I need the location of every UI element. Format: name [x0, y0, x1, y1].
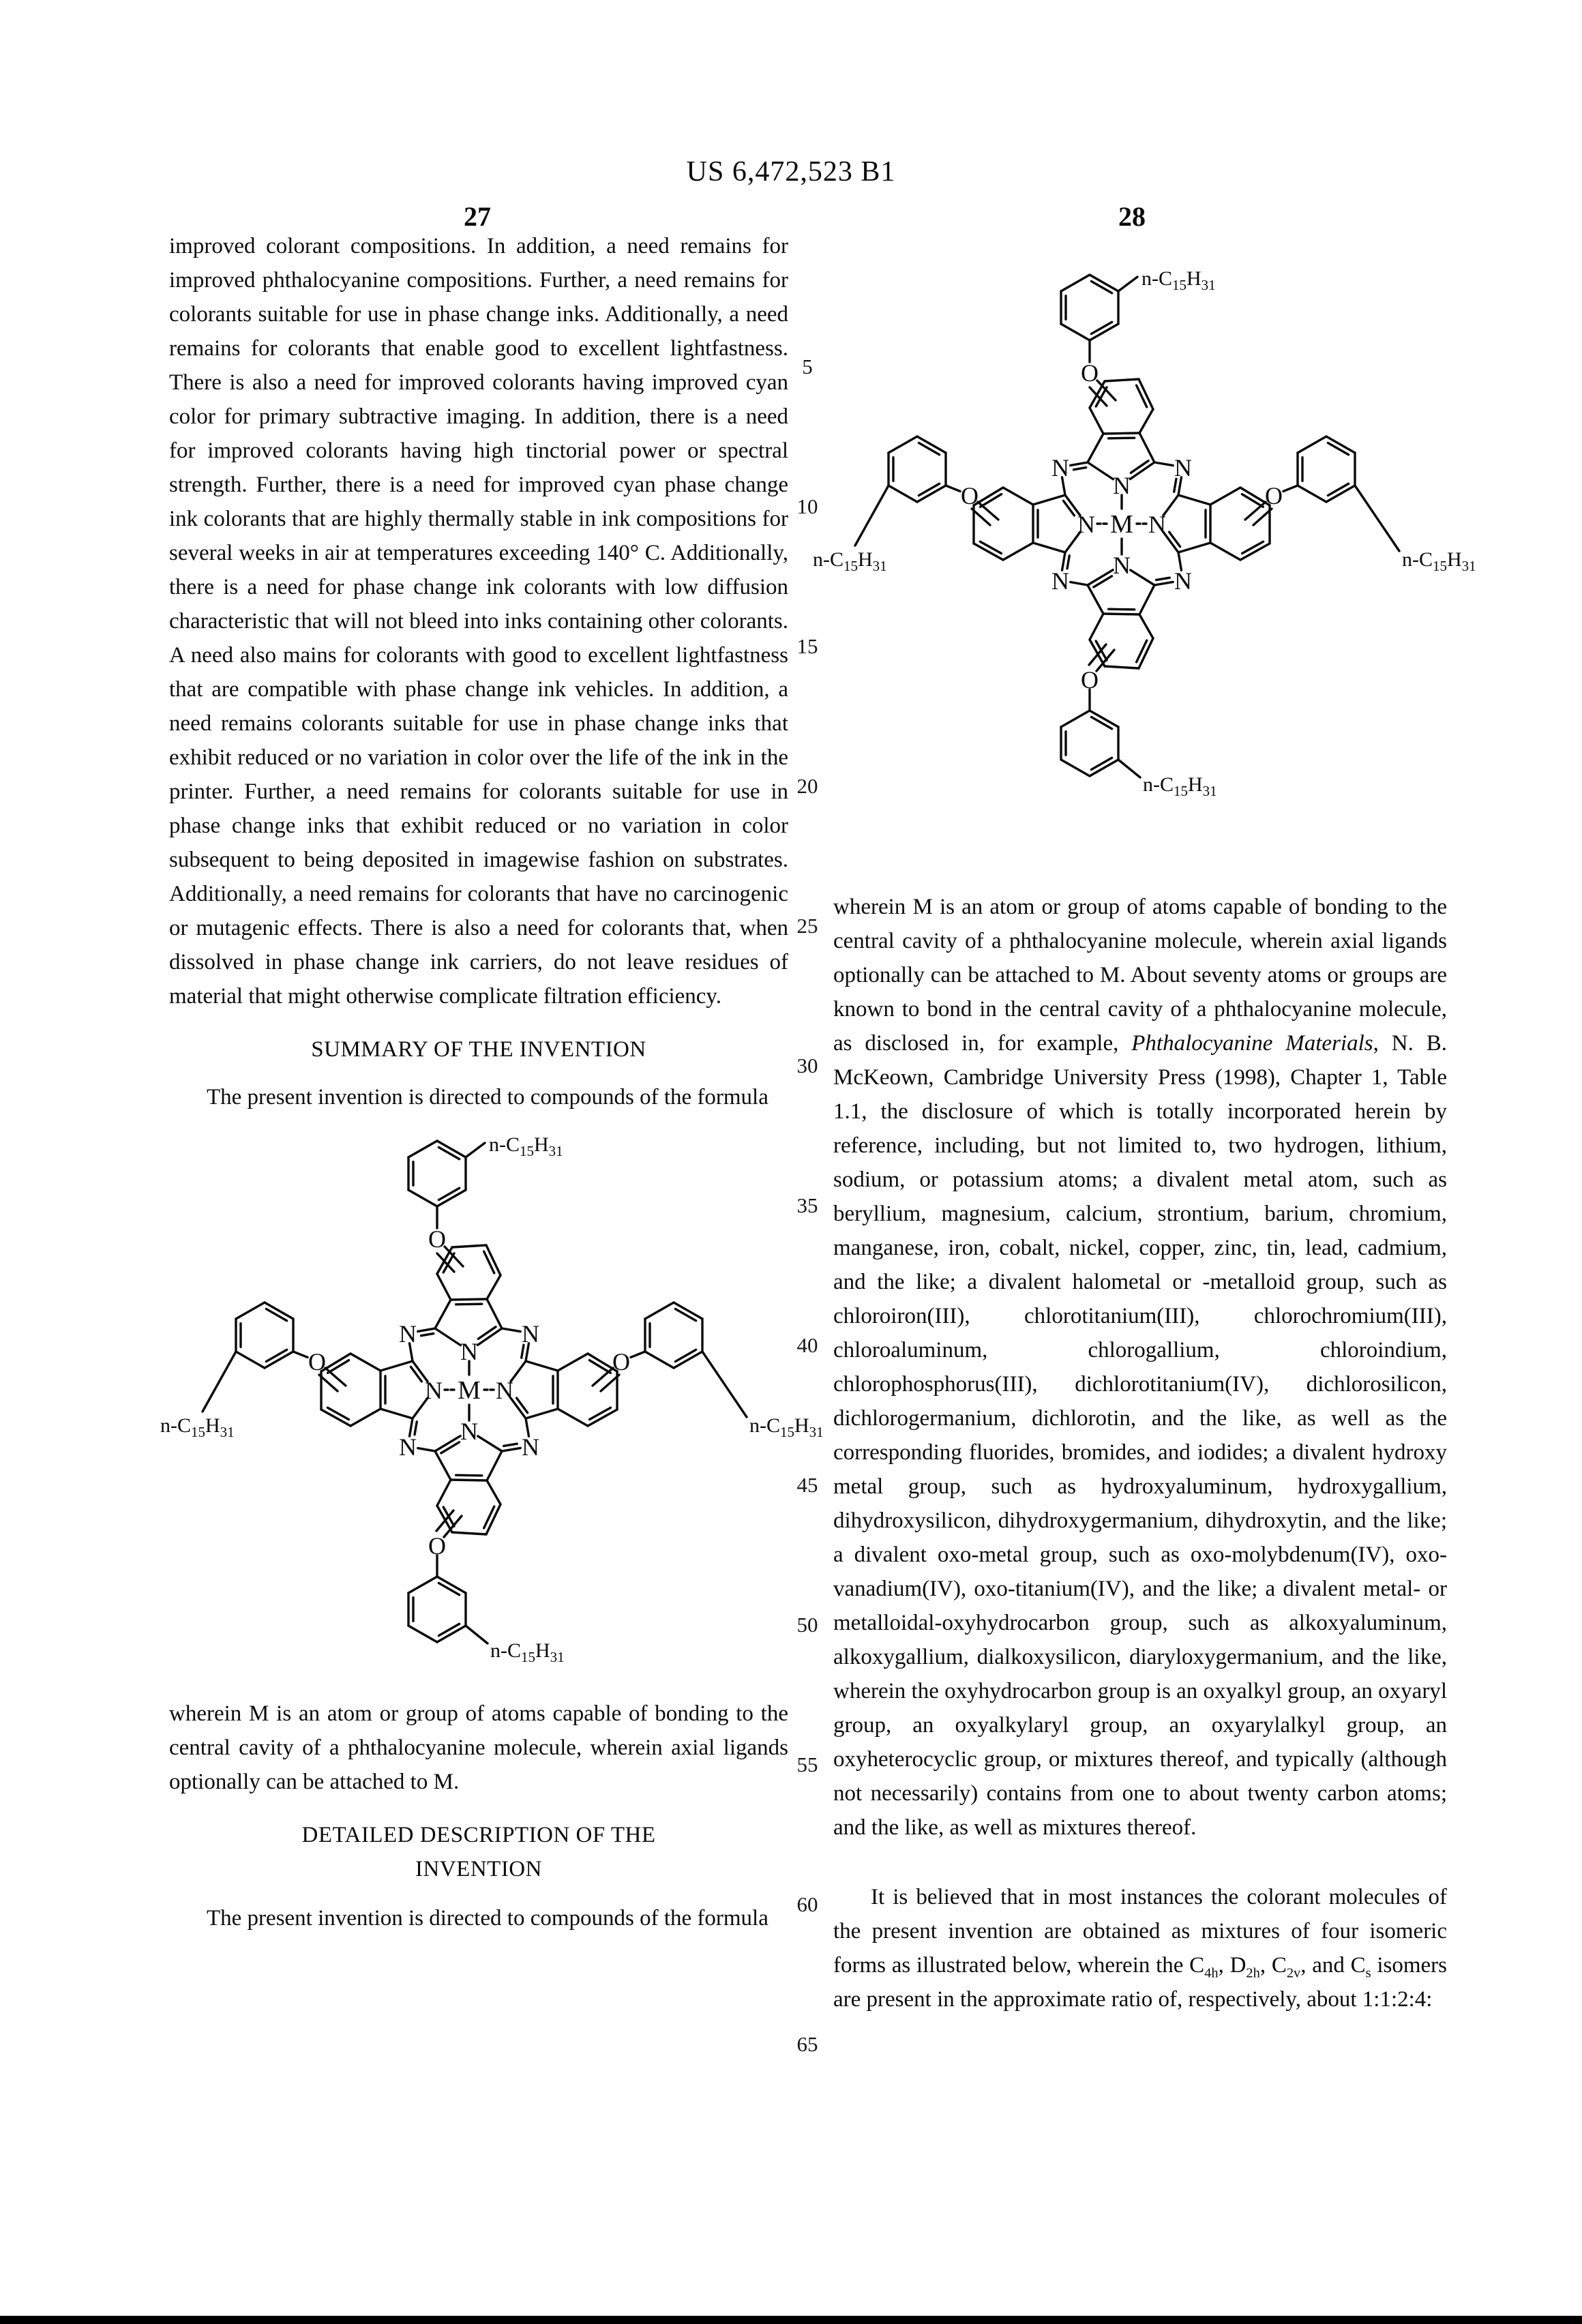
alkyl-chain-label: $n-C_{15}H_{31}$ [749, 1414, 824, 1440]
atom-label-oxygen: O [612, 1348, 630, 1375]
alkyl-chain-label: $n-C_{15}H_{31}$ [1141, 267, 1216, 293]
atom-label-nitrogen: N [425, 1377, 443, 1404]
atom-label-oxygen: O [428, 1225, 446, 1253]
atom-label-nitrogen: N [399, 1320, 417, 1347]
atom-label-nitrogen: N [460, 1418, 478, 1445]
line-number: 50 [796, 1613, 818, 1637]
text-segment: 4h [1204, 1965, 1219, 1981]
right-column [813, 258, 1476, 2016]
text-segment: wherein M is an atom or group of atoms capable of bonding to the central cavity of a phthalocyanine molecule, wherein axial ligands optionally can be attached to M. About seventy atoms or groups are known to bond in the central cavity of a phthalocyanine molecule, as disclosed in, for example, [833, 895, 1447, 1056]
text-segment: 2h [1246, 1965, 1260, 1981]
atom-label-nitrogen: N [1148, 511, 1166, 538]
text-segment: It is believed that in most instances the colorant molecules of the present invention are obtained as mixtures of four isomeric forms as illustrated below, wherein the C [833, 1885, 1447, 1978]
atom-label-metal: M [1110, 510, 1133, 539]
atom-label-oxygen: O [428, 1532, 446, 1560]
alkyl-chain-label: $n-C_{15}H_{31}$ [490, 1639, 565, 1665]
atom-label-oxygen: O [1265, 482, 1283, 509]
atom-label-nitrogen: N [1113, 472, 1131, 499]
phthalocyanine-structure [159, 1124, 854, 1676]
text-segment: 2v [1286, 1965, 1301, 1981]
line-number: 65 [796, 2032, 818, 2056]
atom-label-nitrogen: N [460, 1338, 478, 1365]
alkyl-chain-label: $n-C_{15}H_{31}$ [1402, 548, 1476, 574]
line-number: 20 [796, 774, 818, 798]
alkyl-chain-label: $n-C_{15}H_{31}$ [813, 548, 887, 574]
column-number-left: 27 [464, 201, 491, 232]
atom-label-nitrogen: N [1051, 567, 1069, 595]
line-number: 40 [796, 1333, 818, 1357]
atom-label-oxygen: O [961, 482, 979, 509]
atom-label-metal: M [458, 1376, 481, 1405]
atom-label-nitrogen: N [522, 1320, 539, 1347]
text-segment: , and C [1300, 1953, 1366, 1978]
text-segment: Phthalocyanine Materials [1131, 1031, 1373, 1056]
column-number-right: 28 [1118, 201, 1146, 232]
text-segment: s [1365, 1965, 1371, 1981]
atom-label-oxygen: O [1081, 666, 1099, 694]
text-segment: , C [1259, 1953, 1287, 1978]
paragraph: improved colorant compositions. In addition, a need remains for improved phthalocyanine compositions. Further, a need remains for colorants suitable for use in phase change inks. Additionally, a need remains for colorants that enable good to excellent lightfastness. There is also a need for improved colorants having improved cyan color for primary subtractive imaging. In addition, there is a need for improved colorants having high tinctorial power or spectral strength. Further, there is a need for improved cyan phase change ink colorants that are highly thermally stable in ink compositions for several weeks in air at temperatures exceeding 140° C. Additionally, there is a need for phase change ink colorants with low diffusion characteristic that will not bleed into inks containing other colorants. A need also mains for colorants with good to excellent lightfastness that are compatible with phase change ink vehicles. In addition, a need remains colorants suitable for use in phase change inks that exhibit reduced or no variation in color over the life of the ink in the printer. Further, a need remains for colorants suitable for use in phase change inks that exhibit reduced or no variation in color subsequent to being deposited in imagewise fashion on substrates. Additionally, a need remains for colorants that have no carcinogenic or mutagenic effects. There is also a need for colorants that, when dissolved in phase change ink carriers, do not leave residues of material that might otherwise complicate filtration efficiency. [169, 234, 788, 1009]
atom-label-nitrogen: N [496, 1377, 513, 1404]
atom-label-nitrogen: N [1051, 454, 1069, 481]
atom-label-oxygen: O [1081, 359, 1099, 387]
patent-number: US 6,472,523 B1 [686, 156, 896, 188]
line-number: 25 [796, 914, 818, 938]
alkyl-chain-label: $n-C_{15}H_{31}$ [1143, 773, 1217, 799]
text-segment: , D [1218, 1953, 1247, 1978]
section-heading-detailed-description: DETAILED DESCRIPTION OF THE INVENTION [301, 1823, 656, 1881]
line-number: 10 [796, 494, 818, 518]
paragraph: The present invention is directed to compounds of the formula [207, 1085, 768, 1109]
paragraph [833, 1880, 1447, 2016]
line-number: 15 [796, 634, 818, 658]
line-number: 35 [796, 1193, 818, 1217]
phthalocyanine-structure [811, 258, 1507, 810]
atom-label-nitrogen: N [1077, 511, 1095, 538]
atom-label-nitrogen: N [399, 1433, 417, 1461]
text-segment: , N. B. McKeown, Cambridge University Press (1998), Chapter 1, Table 1.1, the disclosure of which is totally incorporated herein by reference, including, but not limited to, two hydrogen, lithium, sodium, or potassium atoms; a divalent metal atom, such as beryllium, magnesium, calcium, strontium, barium, chromium, manganese, iron, cobalt, nickel, copper, zinc, tin, lead, cadmium, and the like; a divalent halometal or -metalloid group, such as chloroiron(III), chlorotitanium(III), chlorochromium(III), chloroaluminum, chlorogallium, chloroindium, chlorophosphorus(III), dichlorotitanium(IV), dichlorosilicon, dichlorogermanium, dichlorotin, and the like, as well as the corresponding fluorides, bromides, and iodides; a divalent hydroxy metal group, such as hydroxyaluminum, hydroxygallium, dihydroxysilicon, dihydroxygermanium, dihydroxytin, and the like; a divalent oxo-metal group, such as oxo-molybdenum(IV), oxo-vanadium(IV), oxo-titanium(IV), and the like; a divalent metal- or metalloidal-oxyhydrocarbon group, such as alkoxyaluminum, alkoxygallium, dialkoxysilicon, diaryloxygermanium, and the like, wherein the oxyhydrocarbon group is an oxyalkyl group, an oxyaryl group, an oxyalkylaryl group, an oxyarylalkyl group, an oxyheterocyclic group, or mixtures thereof, and typically (although not necessarily) contains from one to about twenty carbon atoms; and the like, as well as mixtures thereof. [833, 1031, 1448, 1840]
paragraph: wherein M is an atom or group of atoms capable of bonding to the central cavity of a phthalocyanine molecule, wherein axial ligands optionally can be attached to M. [169, 1701, 788, 1794]
line-number: 5 [802, 355, 813, 378]
atom-label-nitrogen: N [1174, 567, 1192, 595]
line-number: 30 [796, 1054, 818, 1077]
atom-label-oxygen: O [308, 1348, 326, 1375]
atom-label-nitrogen: N [522, 1433, 539, 1461]
atom-label-nitrogen: N [1174, 454, 1192, 481]
paragraph [833, 890, 1447, 1845]
line-number: 45 [796, 1473, 818, 1497]
alkyl-chain-label: $n-C_{15}H_{31}$ [160, 1414, 235, 1440]
chemical-structure-diagram-right [813, 258, 1476, 810]
line-number: 60 [796, 1892, 818, 1916]
section-heading-summary: SUMMARY OF THE INVENTION [311, 1037, 646, 1062]
scan-edge-bar [0, 2316, 1582, 2324]
text-segment: isomers are present in the approximate ratio of, respectively, about 1:1:2:4: [833, 1953, 1447, 2012]
alkyl-chain-label: $n-C_{15}H_{31}$ [489, 1133, 563, 1159]
line-number: 55 [796, 1753, 818, 1776]
atom-label-nitrogen: N [1113, 552, 1131, 579]
paragraph: The present invention is directed to compounds of the formula [207, 1906, 768, 1931]
